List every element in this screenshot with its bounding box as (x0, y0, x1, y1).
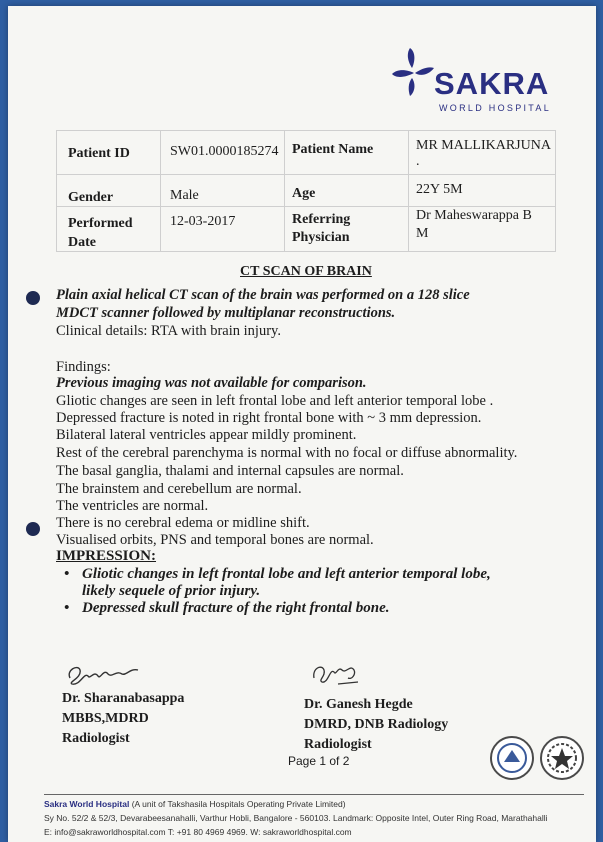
footer-company: (A unit of Takshasila Hospitals Operating Private Limited) (131, 799, 346, 809)
report-title: CT SCAN OF BRAIN (240, 264, 372, 279)
hospital-logo (386, 46, 566, 122)
patient-name-extra: . (416, 154, 420, 169)
nabl-seal-icon (540, 736, 584, 780)
patient-details-table (56, 130, 556, 252)
referring-physician-label-1: Referring (292, 212, 351, 227)
impression-text: Depressed skull fracture of the right frontal bone. (82, 600, 390, 616)
impression-heading: IMPRESSION: (56, 548, 157, 564)
finding-item: Rest of the cerebral parenchyma is normal with no focal or diffuse abnormality. (56, 445, 518, 461)
gender-label: Gender (68, 190, 114, 205)
punch-hole-bottom (26, 522, 40, 536)
performed-date-label-1: Performed (68, 216, 133, 231)
finding-item: Gliotic changes are seen in left frontal lobe and left anterior temporal lobe . (56, 393, 494, 409)
hospital-name: SAKRA (434, 66, 550, 101)
footer-divider (44, 794, 584, 795)
left-signatory-role: Radiologist (62, 731, 130, 746)
finding-item: The basal ganglia, thalami and internal capsules are normal. (56, 463, 404, 479)
patient-id-label: Patient ID (68, 146, 130, 161)
finding-item: There is no cerebral edema or midline shift. (56, 515, 310, 531)
finding-item: Bilateral lateral ventricles appear mildly prominent. (56, 427, 357, 443)
performed-date-value: 12-03-2017 (170, 214, 236, 229)
finding-item: The brainstem and cerebellum are normal. (56, 481, 302, 497)
page-number: Page 1 of 2 (288, 754, 350, 768)
age-label: Age (292, 186, 316, 201)
impression-item-continued: likely sequele of prior injury. (82, 583, 261, 599)
left-signatory-name: Dr. Sharanabasappa (62, 691, 185, 706)
intro-line-2: MDCT scanner followed by multiplanar reconstructions. (56, 305, 396, 321)
patient-name-label: Patient Name (292, 142, 374, 157)
finding-item: Previous imaging was not available for comparison. (56, 375, 367, 391)
left-signatory-qualification: MBBS,MDRD (62, 711, 149, 726)
footer-line-1 (44, 799, 346, 810)
finding-item: Depressed fracture is noted in right frontal bone with ~ 3 mm depression. (56, 410, 482, 426)
performed-date-label-2: Date (68, 235, 96, 250)
impression-text: Gliotic changes in left frontal lobe and left anterior temporal lobe, (82, 566, 491, 582)
right-signatory-role: Radiologist (304, 737, 372, 752)
impression-item: • Gliotic changes in left frontal lobe and left anterior temporal lobe, (64, 566, 491, 582)
patient-name-value: MR MALLIKARJUNA (416, 138, 551, 153)
left-signature (64, 656, 144, 690)
right-signatory-name: Dr. Ganesh Hegde (304, 697, 413, 712)
right-signatory-qualification: DMRD, DNB Radiology (304, 717, 449, 732)
footer-address: Sy No. 52/2 & 52/3, Devarabeesanahalli, Varthur Hobli, Bangalore - 560103. Landmark: Opposite Intel, Outer Ring Road, Marathahalli (44, 813, 548, 823)
gender-value: Male (170, 188, 199, 203)
sakra-logo-icon (388, 46, 438, 98)
right-signature (308, 658, 368, 690)
footer-hospital-name: Sakra World Hospital (44, 799, 130, 809)
hospital-subtitle: WORLD HOSPITAL (439, 103, 552, 113)
report-page (8, 6, 596, 842)
referring-physician-label-2: Physician (292, 230, 350, 245)
referring-physician-value-1: Dr Maheswarappa B (416, 208, 532, 223)
punch-hole-top (26, 291, 40, 305)
age-value: 22Y 5M (416, 182, 463, 197)
clinical-details: Clinical details: RTA with brain injury. (56, 323, 281, 339)
footer-contact: E: info@sakraworldhospital.com T: +91 80 4969 4969. W: sakraworldhospital.com (44, 827, 352, 837)
impression-item: • Depressed skull fracture of the right frontal bone. (64, 600, 390, 616)
finding-item: The ventricles are normal. (56, 498, 209, 514)
intro-line-1: Plain axial helical CT scan of the brain was performed on a 128 slice (56, 287, 470, 303)
patient-id-value: SW01.0000185274 (170, 144, 279, 159)
nabh-seal-icon (490, 736, 534, 780)
finding-item: Visualised orbits, PNS and temporal bones are normal. (56, 532, 374, 548)
findings-label: Findings: (56, 359, 111, 375)
referring-physician-value-2: M (416, 226, 429, 241)
